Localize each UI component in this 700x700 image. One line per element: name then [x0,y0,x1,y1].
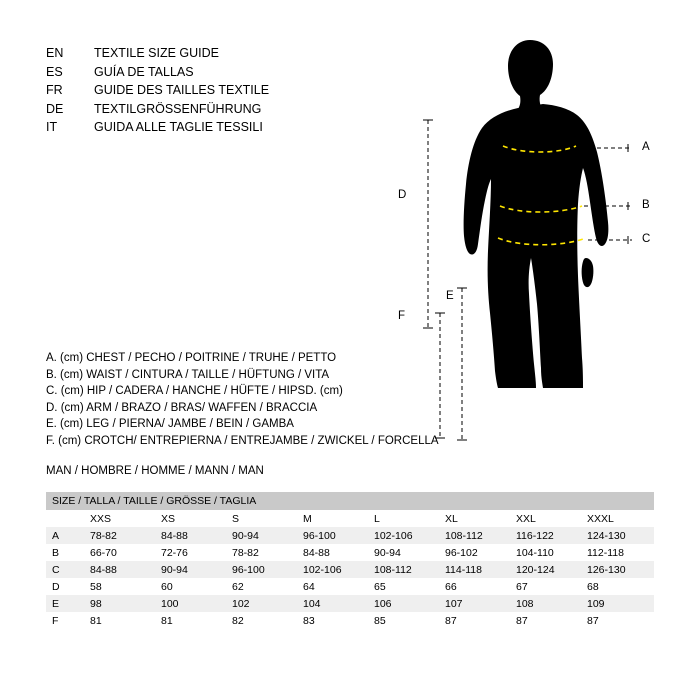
table-cell: 83 [299,612,370,629]
table-cell: 65 [370,578,441,595]
table-cell: 106 [370,595,441,612]
table-cell: 87 [583,612,654,629]
legend-item-d: D. (cm) ARM / BRAZO / BRAS/ WAFFEN / BRACCIA [46,401,318,414]
row-label: D [46,578,86,595]
table-cell: 90-94 [157,561,228,578]
table-row [46,595,654,612]
language-code: DE [46,101,64,116]
table-cell: 87 [512,612,583,629]
legend-item-e: E. (cm) LEG / PIERNA/ JAMBE / BEIN / GAMBA [46,418,294,431]
table-cell: 81 [157,612,228,629]
language-row [46,118,269,137]
table-cell: 85 [370,612,441,629]
language-code: FR [46,83,63,97]
table-cell: 96-100 [299,527,370,544]
table-cell: 78-82 [228,544,299,561]
table-cell: 108-112 [370,561,441,578]
table-cell: 84-88 [86,561,157,578]
language-code: ES [46,64,63,79]
table-title-row [46,492,654,510]
column-header-m: M [299,510,370,527]
size-table [46,492,654,629]
figure-label-d: D [398,189,407,201]
figure-label-b: B [642,199,650,211]
column-header-xxs: XXS [86,510,157,527]
male-silhouette-icon [380,28,680,458]
table-cell: 84-88 [299,544,370,561]
table-cell: 90-94 [228,527,299,544]
row-label: F [46,612,86,629]
gender-label: MAN / HOMBRE / HOMME / MANN / MAN [46,465,264,477]
language-row [46,100,269,119]
table-cell: 78-82 [86,527,157,544]
table-cell: 96-100 [228,561,299,578]
table-row [46,544,654,561]
legend-item-c: C. (cm) HIP / CADERA / HANCHE / HÜFTE / HIPSD. (cm) [46,385,343,398]
language-title: TEXTILGRÖSSENFÜHRUNG [94,101,262,116]
table-cell: 87 [441,612,512,629]
table-cell: 112-118 [583,544,654,561]
column-header-xl: XL [441,510,512,527]
table-cell: 107 [441,595,512,612]
table-cell: 90-94 [370,544,441,561]
silhouette-shape [464,40,609,388]
column-header-xxxl: XXXL [583,510,654,527]
table-title: SIZE / TALLA / TAILLE / GRÖSSE / TAGLIA [46,492,654,510]
table-row [46,527,654,544]
column-header-xs: XS [157,510,228,527]
legend-item-f: F. (cm) CROTCH/ ENTREPIERNA / ENTREJAMBE / ZWICKEL / FORCELLA [46,434,439,447]
language-title: GUÍA DE TALLAS [94,64,194,79]
language-code: IT [46,120,58,134]
row-label: E [46,595,86,612]
table-cell: 120-124 [512,561,583,578]
table-cell: 102-106 [299,561,370,578]
table-cell: 116-122 [512,527,583,544]
table-cell: 124-130 [583,527,654,544]
table-cell: 114-118 [441,561,512,578]
table-cell: 108-112 [441,527,512,544]
language-title: GUIDA ALLE TAGLIE TESSILI [94,120,263,134]
figure-label-c: C [642,233,651,245]
table-cell: 96-102 [441,544,512,561]
table-cell: 62 [228,578,299,595]
table-cell: 58 [86,578,157,595]
table-row [46,578,654,595]
table-cell: 60 [157,578,228,595]
table-cell: 104-110 [512,544,583,561]
table-row [46,612,654,629]
table-row [46,561,654,578]
table-cell: 66 [441,578,512,595]
language-title: GUIDE DES TAILLES TEXTILE [94,83,270,97]
table-header-row [46,510,654,527]
table-cell: 82 [228,612,299,629]
row-label: A [46,527,86,544]
table-cell: 84-88 [157,527,228,544]
column-header-blank [46,510,86,527]
table-cell: 72-76 [157,544,228,561]
table-cell: 102 [228,595,299,612]
language-row [46,81,269,100]
column-header-l: L [370,510,441,527]
language-title-block [46,44,269,137]
table-cell: 108 [512,595,583,612]
table-cell: 104 [299,595,370,612]
language-title: TEXTILE SIZE GUIDE [94,46,220,60]
legend-item-a: A. (cm) CHEST / PECHO / POITRINE / TRUHE / PETTO [46,352,337,364]
row-label: B [46,544,86,561]
column-header-s: S [228,510,299,527]
legend-item-b: B. (cm) WAIST / CINTURA / TAILLE / HÜFTUNG / VITA [46,368,330,381]
column-header-xxl: XXL [512,510,583,527]
figure-label-a: A [642,141,650,153]
language-row [46,44,269,63]
row-label: C [46,561,86,578]
size-table-wrap [46,492,654,629]
table-cell: 100 [157,595,228,612]
language-code: EN [46,46,64,60]
figure-label-e: E [446,290,454,302]
table-cell: 67 [512,578,583,595]
table-cell: 102-106 [370,527,441,544]
table-cell: 109 [583,595,654,612]
table-cell: 126-130 [583,561,654,578]
table-cell: 81 [86,612,157,629]
table-cell: 68 [583,578,654,595]
figure-label-f: F [398,310,406,322]
language-row [46,63,269,82]
table-cell: 98 [86,595,157,612]
table-cell: 66-70 [86,544,157,561]
table-cell: 64 [299,578,370,595]
body-figure-diagram [380,28,680,458]
